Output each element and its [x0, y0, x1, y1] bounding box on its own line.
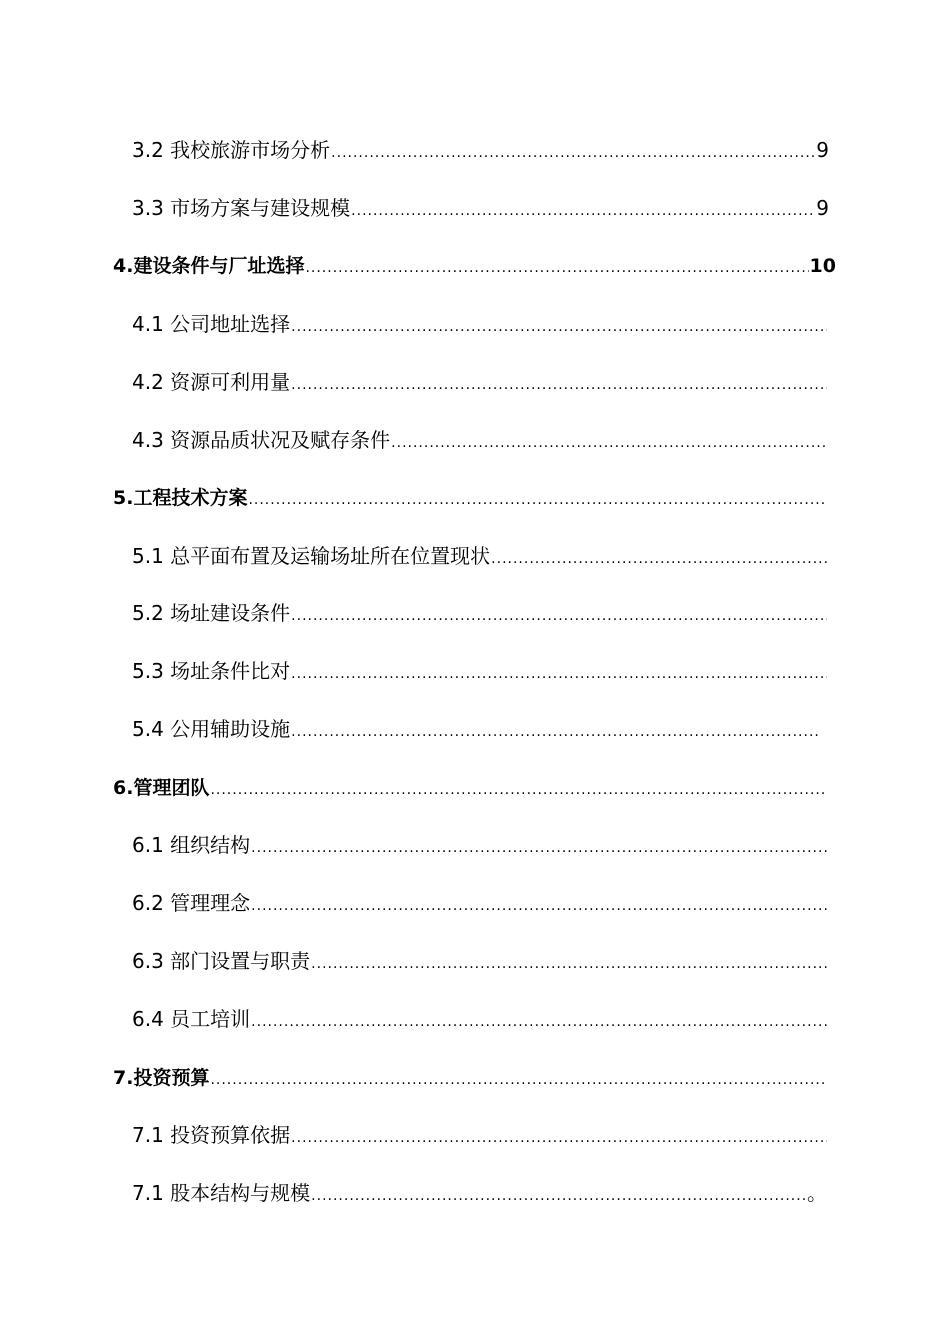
toc-entry-6-3[interactable]: [132, 946, 828, 976]
toc-entry-3-3[interactable]: [132, 193, 829, 223]
toc-page-number: 10: [809, 255, 836, 277]
dot-leader: [210, 1065, 827, 1095]
toc-page-number: 9: [816, 196, 829, 220]
toc-entry-label: 6.1 组织结构: [132, 833, 251, 857]
dot-leader: [210, 775, 827, 805]
toc-page-number: 。: [807, 1181, 827, 1205]
toc-entry-label: 4.1 公司地址选择: [132, 312, 291, 336]
toc-entry-4-3[interactable]: [132, 425, 828, 455]
toc-entry-label: 5.4 公用辅助设施: [132, 717, 291, 741]
dot-leader: [291, 1123, 827, 1153]
toc-entry-label: 6.2 管理理念: [132, 891, 251, 915]
toc-entry-5-4[interactable]: [132, 714, 822, 744]
toc-entry-7-1-equity[interactable]: [132, 1178, 827, 1208]
toc-entry-4-1[interactable]: [132, 309, 828, 339]
toc-entry-5-1[interactable]: [132, 541, 828, 571]
toc-entry-label: 3.3 市场方案与建设规模: [132, 196, 351, 220]
toc-entry-7-1[interactable]: [132, 1120, 828, 1150]
toc-entry-label: 5.2 场址建设条件: [132, 601, 291, 625]
toc-entry-label: 6.管理团队: [113, 777, 210, 799]
toc-entry-6-2[interactable]: [132, 888, 828, 918]
toc-entry-5[interactable]: [113, 483, 828, 513]
toc-entry-7[interactable]: [113, 1063, 828, 1093]
dot-leader: [351, 196, 815, 226]
toc-entry-4-2[interactable]: [132, 367, 828, 397]
toc-entry-label: 5.工程技术方案: [113, 487, 248, 509]
toc-entry-3-2[interactable]: [132, 135, 829, 165]
dot-leader: [491, 544, 827, 574]
toc-entry-label: 5.3 场址条件比对: [132, 659, 291, 683]
toc-entry-6-4[interactable]: [132, 1004, 828, 1034]
toc-entry-label: 4.3 资源品质状况及赋存条件: [132, 428, 391, 452]
toc-entry-5-2[interactable]: [132, 598, 828, 628]
dot-leader: [251, 1007, 827, 1037]
toc-entry-label: 3.2 我校旅游市场分析: [132, 138, 331, 162]
dot-leader: [291, 601, 827, 631]
dot-leader: [291, 717, 821, 747]
dot-leader: [291, 370, 827, 400]
dot-leader: [291, 659, 827, 689]
dot-leader: [248, 485, 827, 515]
toc-page-number: 9: [816, 138, 829, 162]
toc-entry-label: 5.1 总平面布置及运输场址所在位置现状: [132, 544, 491, 568]
dot-leader: [251, 833, 827, 863]
dot-leader: [305, 253, 808, 283]
dot-leader: [311, 949, 827, 979]
dot-leader: [311, 1181, 806, 1211]
dot-leader: [251, 891, 827, 921]
toc-entry-4[interactable]: [113, 251, 836, 281]
toc-entry-6-1[interactable]: [132, 830, 828, 860]
dot-leader: [391, 428, 827, 458]
toc-entry-label: 7.投资预算: [113, 1067, 210, 1089]
toc-entry-label: 6.4 员工培训: [132, 1007, 251, 1031]
dot-leader: [331, 138, 815, 168]
toc-entry-label: 6.3 部门设置与职责: [132, 949, 311, 973]
toc-entry-label: 4.建设条件与厂址选择: [113, 255, 305, 277]
toc-entry-label: 7.1 投资预算依据: [132, 1123, 291, 1147]
toc-entry-label: 7.1 股本结构与规模: [132, 1181, 311, 1205]
toc-entry-label: 4.2 资源可利用量: [132, 370, 291, 394]
toc-entry-5-3[interactable]: [132, 656, 828, 686]
dot-leader: [291, 312, 827, 342]
toc-entry-6[interactable]: [113, 773, 828, 803]
